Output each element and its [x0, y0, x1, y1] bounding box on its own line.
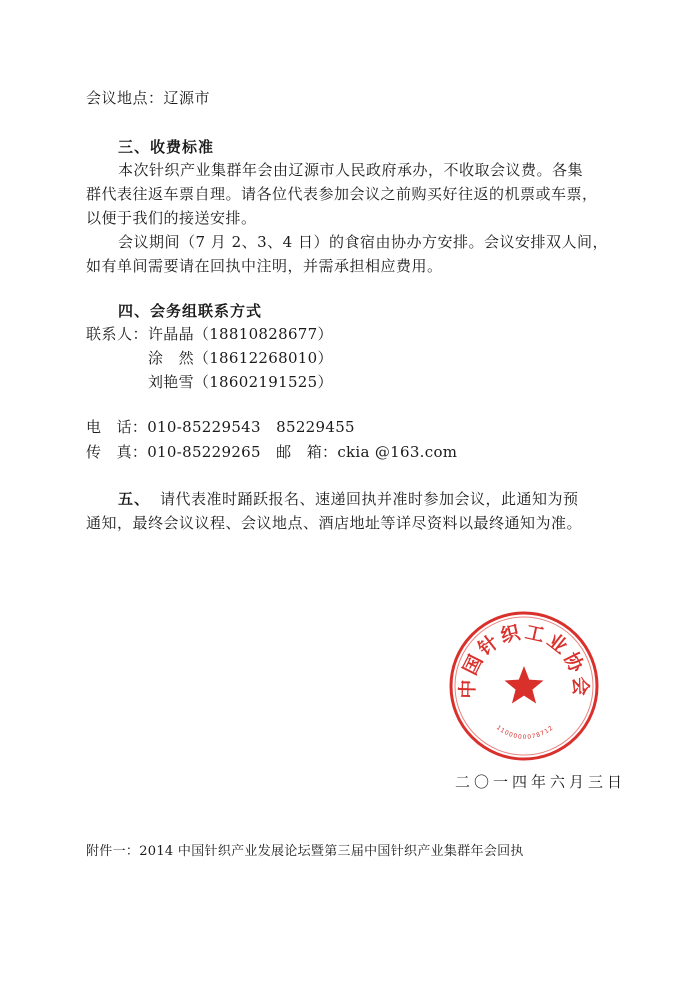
section-4-heading: 四、会务组联系方式	[118, 302, 263, 320]
seal-name-text: 中国针织工业协会	[456, 621, 592, 699]
phone-line: 电 话：010-85229543 85229455	[86, 418, 355, 436]
attachment-line: 附件一：2014 中国针织产业发展论坛暨第三届中国针织产业集群年会回执	[86, 844, 524, 859]
section-5-line-1: 请代表准时踊跃报名、速递回执并准时参加会议，此通知为预	[160, 490, 579, 508]
venue-line: 会议地点：辽源市	[86, 89, 211, 107]
signature-date: 二〇一四年六月三日	[455, 773, 627, 791]
section-5-lead: 五、	[118, 490, 151, 508]
contact-1: 许晶晶（18810828677）	[148, 325, 333, 343]
seal-number-text: 1100000078712	[494, 724, 556, 741]
contact-2: 涂 然（18612268010）	[148, 349, 333, 367]
fax-email-line: 传 真：010-85229265 邮 箱：ckia @163.com	[86, 443, 458, 461]
section-3-para-1-line-2: 群代表往返车票自理。请各位代表参加会议之前购买好往返的机票或车票，	[86, 185, 598, 203]
section-3-para-2-line-2: 如有单间需要请在回执中注明，并需承担相应费用。	[86, 257, 443, 275]
section-3-para-1-line-1: 本次针织产业集群年会由辽源市人民政府承办，不收取会议费。各集	[118, 161, 584, 179]
seal-star-icon	[505, 666, 544, 704]
section-3-para-2-line-1: 会议期间（7 月 2、3、4 日）的食宿由协办方安排。会议安排双人间，	[118, 233, 608, 251]
contacts-label: 联系人：	[86, 325, 149, 343]
section-5-line-2: 通知，最终会议议程、会议地点、酒店地址等详尽资料以最终通知为准。	[86, 514, 583, 532]
section-3-heading: 三、收费标准	[118, 138, 215, 156]
section-3-para-1-line-3: 以便于我们的接送安排。	[86, 209, 257, 227]
contact-3: 刘艳雪（18602191525）	[148, 373, 333, 391]
official-seal	[446, 608, 602, 764]
